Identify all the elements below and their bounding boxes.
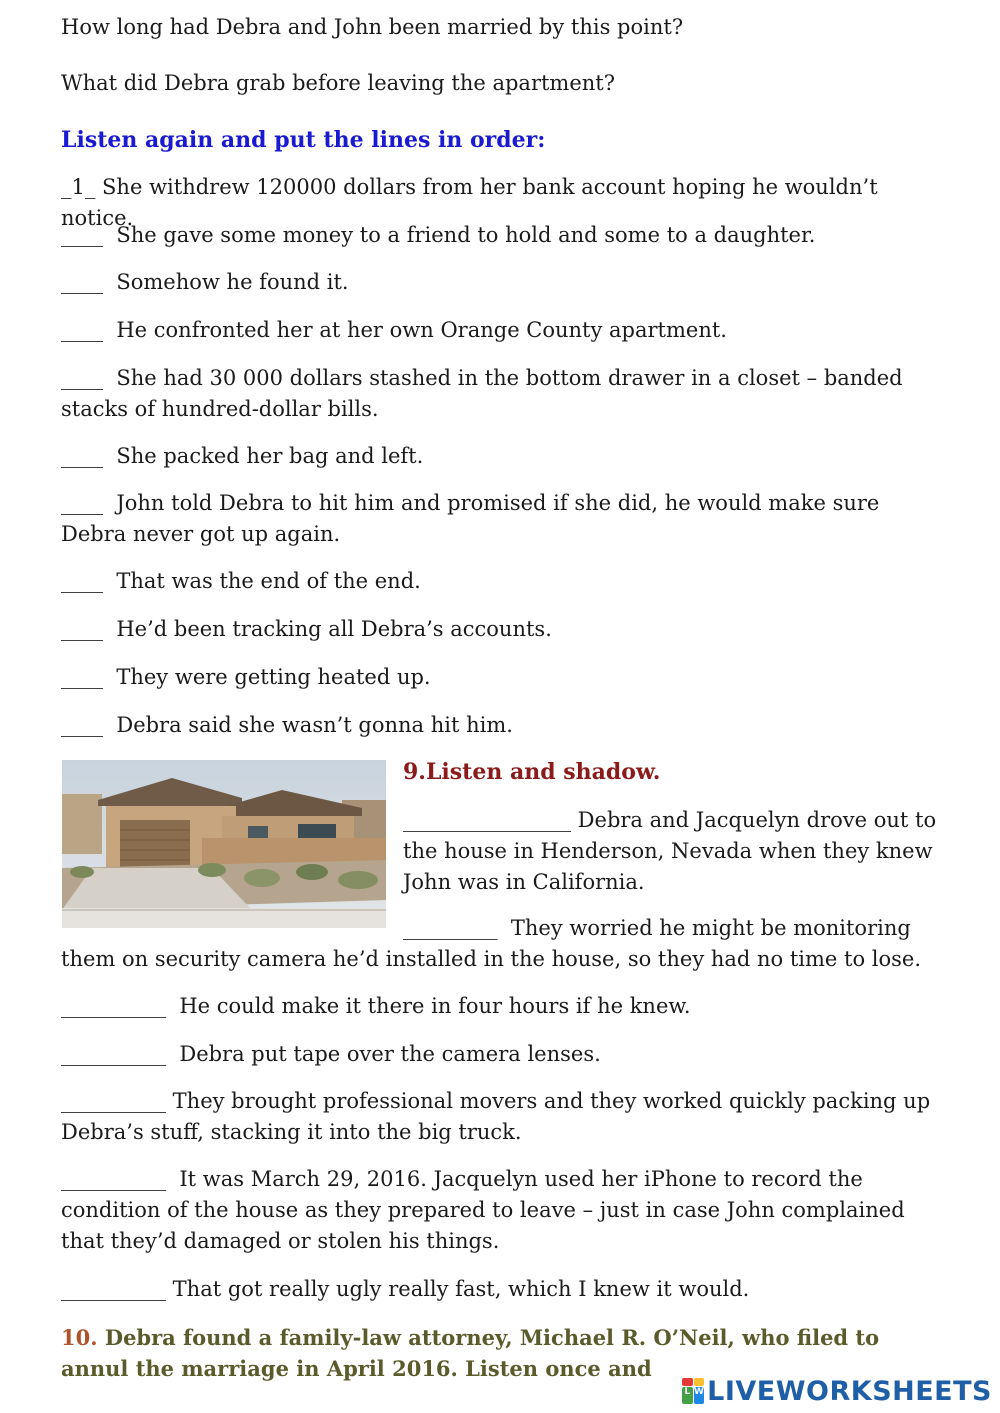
- shadow-line-text: Debra and Jacquelyn drove out to the house in Henderson, Nevada when they knew John was in California.: [403, 808, 937, 894]
- shadow-line: [61, 1274, 941, 1305]
- answer-blank[interactable]: __________: [61, 994, 166, 1018]
- answer-blank[interactable]: ____: [61, 270, 103, 294]
- order-line: [61, 566, 941, 597]
- order-line-text: She gave some money to a friend to hold and some to a daughter.: [103, 223, 816, 247]
- order-line-text: He confronted her at her own Orange County apartment.: [103, 318, 727, 342]
- logo-text: LIVEWORKSHEETS: [707, 1375, 992, 1407]
- shadow-line-text: Debra put tape over the camera lenses.: [166, 1042, 601, 1066]
- order-line-text: Somehow he found it.: [103, 270, 349, 294]
- order-line-text: That was the end of the end.: [103, 569, 421, 593]
- answer-blank[interactable]: ____: [61, 713, 103, 737]
- order-line: [61, 363, 941, 425]
- order-line: [61, 662, 941, 693]
- order-line-text: She packed her bag and left.: [103, 444, 424, 468]
- order-line: [61, 441, 941, 472]
- answer-blank[interactable]: ____: [61, 665, 103, 689]
- answer-blank[interactable]: __________: [61, 1089, 166, 1113]
- logo-icon: L W: [682, 1378, 704, 1404]
- answer-blank[interactable]: __________: [61, 1277, 166, 1301]
- shadow-line: [61, 1086, 941, 1148]
- shadow-line: [61, 1039, 941, 1070]
- question-1: How long had Debra and John been married by this point?: [61, 15, 684, 39]
- shadow-line: [61, 913, 941, 975]
- question-2: What did Debra grab before leaving the apartment?: [61, 71, 615, 95]
- answer-blank[interactable]: ____: [61, 617, 103, 641]
- answer-blank[interactable]: ____: [61, 318, 103, 342]
- order-heading: Listen again and put the lines in order:: [61, 127, 546, 153]
- section-10-text: Debra found a family-law attorney, Michael R. O’Neil, who filed to annul the marriage in April 2016. Listen once and: [61, 1325, 880, 1381]
- order-line-text: They were getting heated up.: [103, 665, 431, 689]
- shadow-heading: 9.Listen and shadow.: [403, 759, 661, 785]
- section-10-number: 10.: [61, 1325, 98, 1350]
- shadow-line: [403, 805, 943, 898]
- shadow-line-text: It was March 29, 2016. Jacquelyn used her iPhone to record the condition of the house as they prepared to leave – just in case John complained that they’d damaged or stolen his things.: [61, 1167, 912, 1253]
- answer-blank[interactable]: ____: [61, 491, 103, 515]
- order-line-text: She had 30 000 dollars stashed in the bottom drawer in a closet – banded stacks of hundred-dollar bills.: [61, 366, 910, 421]
- house-photo: [62, 760, 386, 928]
- order-line: [61, 488, 941, 550]
- shadow-line: [61, 1164, 941, 1257]
- order-line: [61, 315, 941, 346]
- order-line: [61, 614, 941, 645]
- liveworksheets-logo[interactable]: [682, 1375, 992, 1407]
- order-line-text: He’d been tracking all Debra’s accounts.: [103, 617, 552, 641]
- answer-blank[interactable]: ____: [61, 366, 103, 390]
- shadow-line-text: He could make it there in four hours if he knew.: [166, 994, 691, 1018]
- order-line-text: Debra said she wasn’t gonna hit him.: [103, 713, 513, 737]
- order-line-text: John told Debra to hit him and promised if she did, he would make sure Debra never got up again.: [61, 491, 887, 546]
- answer-blank[interactable]: _1_: [61, 175, 96, 199]
- answer-blank[interactable]: _________: [403, 916, 498, 940]
- answer-blank[interactable]: ____: [61, 569, 103, 593]
- answer-blank[interactable]: ____: [61, 444, 103, 468]
- shadow-line: [61, 991, 941, 1022]
- shadow-line-text: They worried he might be monitoring them on security camera he’d installed in the house, so they had no time to lose.: [61, 916, 922, 971]
- order-line-text: She withdrew 120000 dollars from her bank account hoping he wouldn’t notice.: [61, 175, 878, 230]
- shadow-line-text: That got really ugly really fast, which I knew it would.: [166, 1277, 750, 1301]
- order-line: [61, 220, 941, 251]
- answer-blank[interactable]: __________: [61, 1167, 166, 1191]
- answer-blank[interactable]: ____: [61, 223, 103, 247]
- order-line: [61, 267, 941, 298]
- shadow-line-text: They brought professional movers and they worked quickly packing up Debra’s stuff, stacking it into the big truck.: [61, 1089, 937, 1144]
- answer-blank[interactable]: ________________: [403, 808, 571, 832]
- order-line: [61, 710, 941, 741]
- answer-blank[interactable]: __________: [61, 1042, 166, 1066]
